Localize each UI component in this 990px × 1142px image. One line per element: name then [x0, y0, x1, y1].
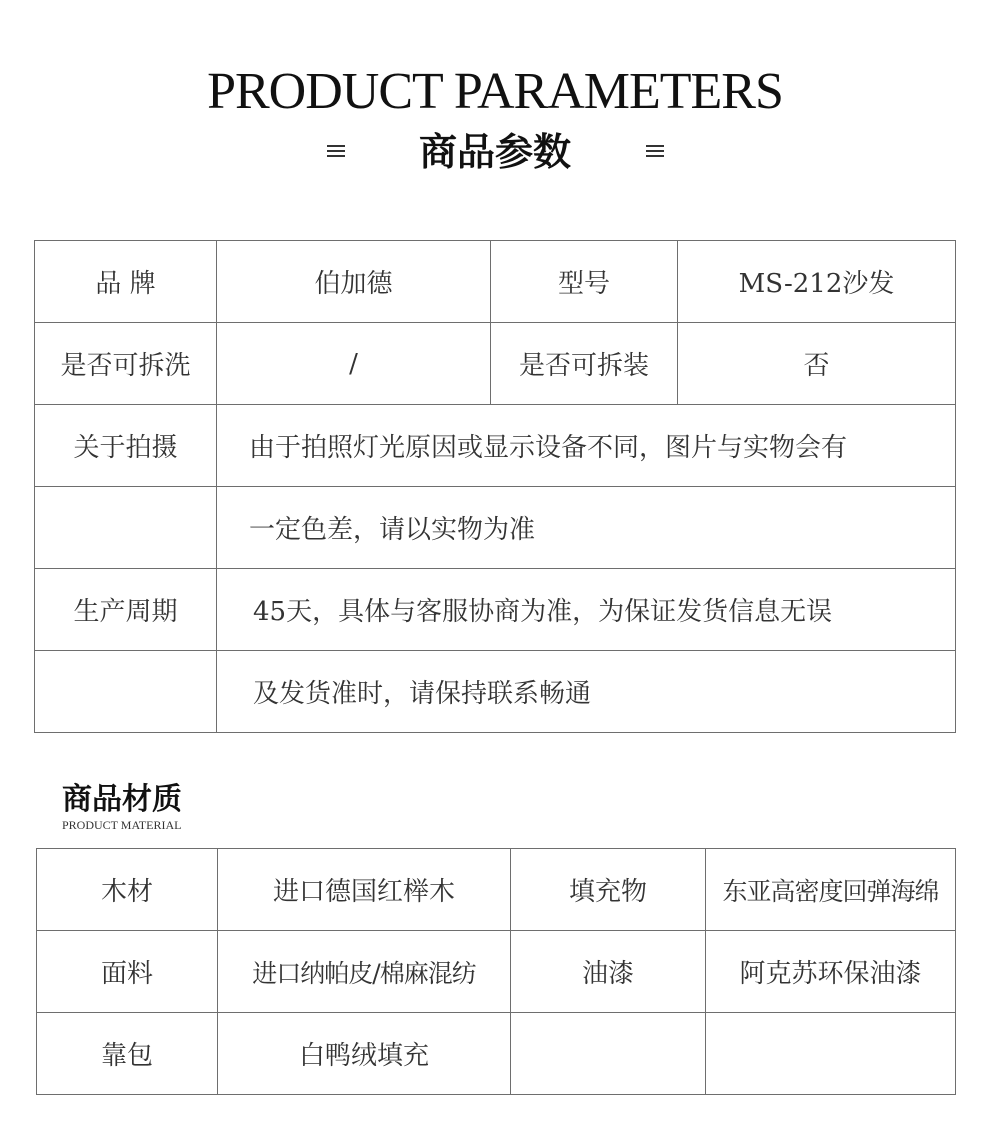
table-row — [37, 1013, 956, 1095]
material-label-cushion: 靠包 — [37, 1013, 218, 1095]
page-title-en: PRODUCT PARAMETERS — [207, 63, 783, 120]
param-label-brand: 品 牌 — [35, 241, 217, 323]
param-value-detachable: 否 — [678, 323, 956, 405]
param-value-cycle-line2: 及发货准时，请保持联系畅通 — [217, 651, 956, 733]
param-value-brand: 伯加德 — [217, 241, 491, 323]
material-value-fabric: 进口纳帕皮/棉麻混纺 — [218, 931, 511, 1013]
param-label-detachable: 是否可拆装 — [491, 323, 678, 405]
product-materials-table — [36, 848, 956, 1095]
table-row — [35, 405, 956, 487]
page-title-zh: 商品参数 — [418, 130, 571, 174]
param-label-empty — [35, 487, 217, 569]
table-row — [35, 323, 956, 405]
param-value-photo-line2: 一定色差，请以实物为准 — [217, 487, 956, 569]
table-row — [35, 651, 956, 733]
material-empty-cell — [706, 1013, 956, 1095]
param-label-washable: 是否可拆洗 — [35, 323, 217, 405]
material-value-filling: 东亚高密度回弹海绵 — [706, 849, 956, 931]
table-row — [37, 849, 956, 931]
page-title-zh-row — [0, 126, 990, 178]
param-value-cycle-line1: 45天，具体与客服协商为准，为保证发货信息无误 — [217, 569, 956, 651]
material-value-cushion: 白鸭绒填充 — [218, 1013, 511, 1095]
materials-title-zh: 商品材质 — [62, 782, 182, 817]
materials-title-en: PRODUCT MATERIAL — [62, 818, 182, 832]
material-empty-cell — [511, 1013, 706, 1095]
table-row — [37, 931, 956, 1013]
double-dash-decoration-right — [646, 145, 664, 159]
param-value-model: MS-212沙发 — [678, 241, 956, 323]
material-value-wood: 进口德国红榉木 — [218, 849, 511, 931]
material-label-filling: 填充物 — [511, 849, 706, 931]
param-value-photo-line1: 由于拍照灯光原因或显示设备不同，图片与实物会有 — [217, 405, 956, 487]
param-label-model: 型号 — [491, 241, 678, 323]
table-row — [35, 241, 956, 323]
param-label-production-cycle: 生产周期 — [35, 569, 217, 651]
materials-section-heading — [62, 782, 182, 832]
material-label-fabric: 面料 — [37, 931, 218, 1013]
param-label-photo: 关于拍摄 — [35, 405, 217, 487]
material-value-paint: 阿克苏环保油漆 — [706, 931, 956, 1013]
material-label-wood: 木材 — [37, 849, 218, 931]
product-parameters-table — [34, 240, 956, 733]
param-label-empty — [35, 651, 217, 733]
table-row — [35, 569, 956, 651]
material-label-paint: 油漆 — [511, 931, 706, 1013]
table-row — [35, 487, 956, 569]
param-value-washable: / — [217, 323, 491, 405]
